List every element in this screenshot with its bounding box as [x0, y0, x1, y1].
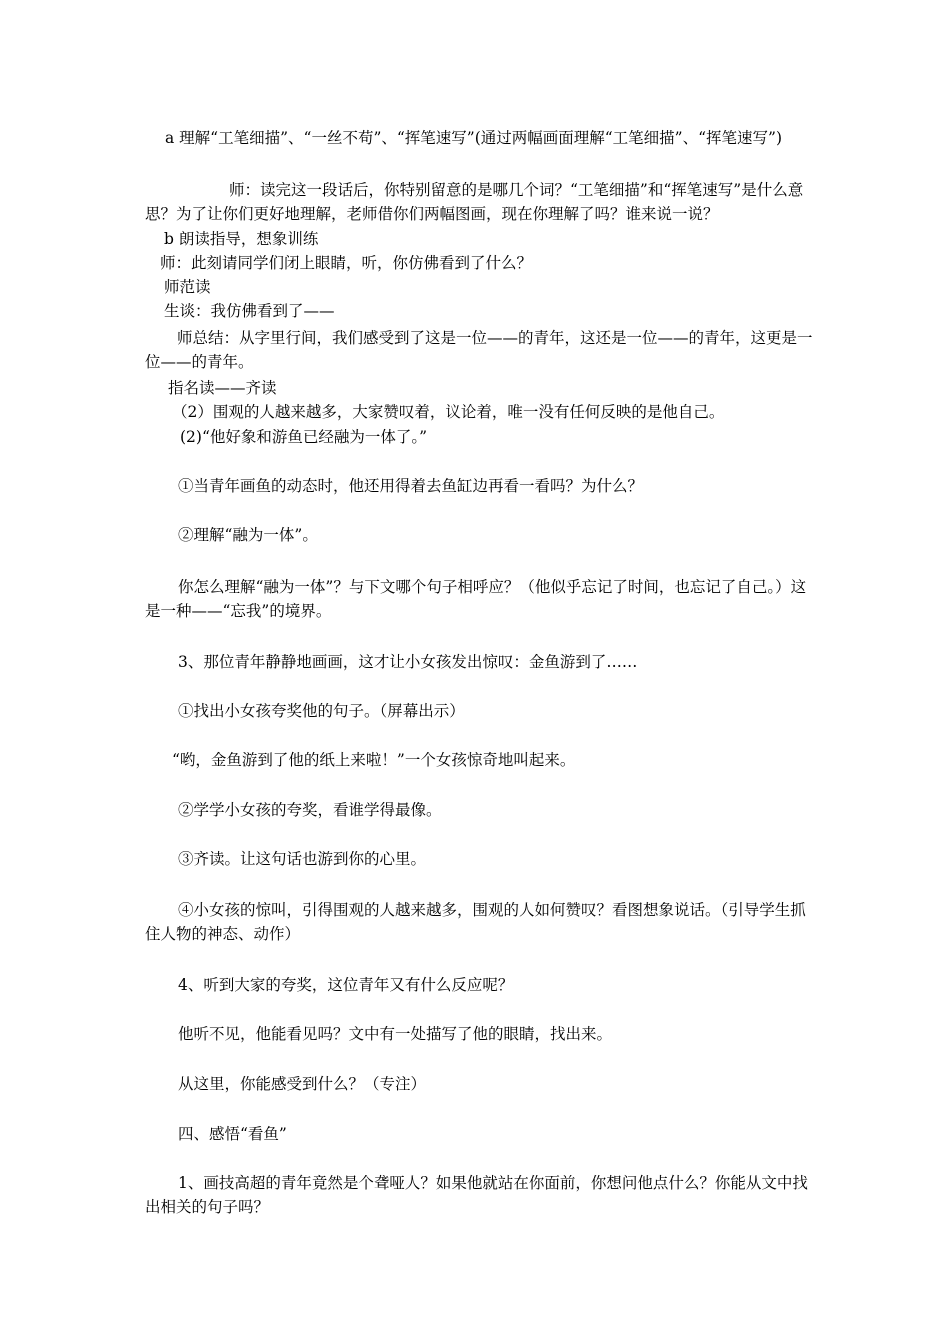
paragraph-imitate-praise: ②学学小女孩的夸奖，看谁学得最像。 — [178, 801, 442, 819]
paragraph-close-eyes: 师：此刻请同学们闭上眼睛，听，你仿佛看到了什么？ — [160, 254, 533, 272]
paragraph-dynamic-question: ①当青年画鱼的动态时，他还用得着去鱼缸边再看一看吗？为什么？ — [178, 477, 644, 495]
paragraph-find-sentence: ①找出小女孩夸奖他的句子。（屏幕出示） — [178, 702, 465, 720]
paragraph-read-together: ③齐读。让这句话也游到你的心里。 — [178, 850, 427, 868]
paragraph-selfless-state: 你怎么理解“融为一体”？与下文哪个句子相呼应？（他似乎忘记了时间，也忘记了自己。）这是一种——“忘我”的境界。 — [145, 578, 807, 620]
paragraph-onlookers: （2）围观的人越来越多，大家赞叹着，议论着，唯一没有任何反映的是他自己。 — [172, 403, 725, 421]
paragraph-girl-quote: “哟，金鱼游到了他的纸上来啦！”一个女孩惊奇地叫起来。 — [172, 751, 576, 769]
paragraph-teacher-reads: 师范读 — [164, 278, 211, 296]
paragraph-teacher-summary: 师总结：从字里行间，我们感受到了这是一位——的青年，这还是一位——的青年，这更是一位——的青年。 — [145, 329, 813, 371]
paragraph-girl-exclaims: 3、那位青年静静地画画，这才让小女孩发出惊叹：金鱼游到了…… — [178, 653, 638, 671]
paragraph-youth-reaction: 4、听到大家的夸奖，这位青年又有什么反应呢？ — [178, 976, 514, 994]
paragraph-reading-guidance: b 朗读指导，想象训练 — [164, 230, 319, 248]
paragraph-picture-talk: ④小女孩的惊叫，引得围观的人越来越多，围观的人如何赞叹？看图想象说话。（引导学生抓住人物的神态、动作） — [145, 901, 806, 943]
paragraph-name-read: 指名读——齐读 — [168, 379, 277, 397]
paragraph-merge-quote: (2)“他好象和游鱼已经融为一体了。” — [180, 428, 428, 446]
paragraph-teacher-question: 师：读完这一段话后，你特别留意的是哪几个词？“工笔细描”和“挥笔速写”是什么意思？为了让你们更好地理解，老师借你们两幅图画，现在你理解了吗？谁来说一说？ — [145, 181, 804, 223]
paragraph-student-talk: 生谈：我仿佛看到了—— — [164, 302, 335, 320]
paragraph-focus: 从这里，你能感受到什么？（专注） — [178, 1075, 427, 1093]
paragraph-understand-words: a 理解“工笔细描”、“一丝不苟”、“挥笔速写”(通过两幅画面理解“工笔细描”、“挥笔速写”) — [165, 129, 783, 147]
paragraph-understand-merge: ②理解“融为一体”。 — [178, 526, 318, 544]
section-heading-watch-fish: 四、感悟“看鱼” — [178, 1125, 287, 1143]
paragraph-deaf-youth: 1、画技高超的青年竟然是个聋哑人？如果他就站在你面前，你想问他点什么？你能从文中找出相关的句子吗？ — [145, 1174, 808, 1216]
paragraph-his-eyes: 他听不见，他能看见吗？文中有一处描写了他的眼睛，找出来。 — [178, 1025, 613, 1043]
